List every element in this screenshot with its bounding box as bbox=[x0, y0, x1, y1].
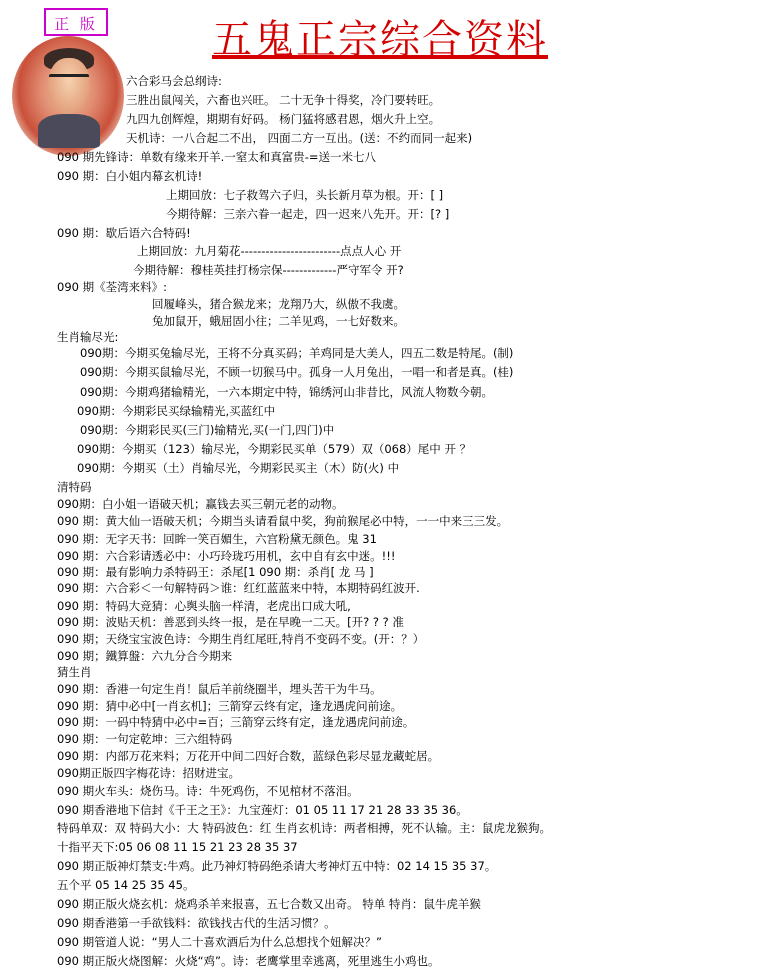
text-line: 090期：今期买鼠输尽光，不顾一切猴马中。孤身一人月兔出，一唱一和者是真。(桂) bbox=[80, 365, 514, 379]
text-line: 090期正版四字梅花诗：招财进宝。 bbox=[57, 766, 240, 780]
text-line: 090 期正版神灯禁支:牛鸡。此乃神灯特码绝杀请大考神灯五中特：02 14 15 35 37。 bbox=[57, 859, 497, 873]
text-line: 090 期：黄大仙一语破天机；今期当头请看鼠中奖，狗前猴尾必中特，一一中来三三发。 bbox=[57, 514, 509, 528]
text-line: 六合彩马会总纲诗: bbox=[126, 74, 222, 88]
text-line: 090 期：内部万花来料；万花开中间二四好合数，蓝绿色彩尽显龙藏蛇居。 bbox=[57, 749, 440, 763]
text-line: 090 期：歇后语六合特码! bbox=[57, 226, 191, 240]
text-line: 090 期：六合彩＜一句解特码＞谁：红红蓝蓝来中特，本期特码红波开. bbox=[57, 581, 420, 595]
portrait-face bbox=[48, 58, 90, 114]
text-line: 090 期：白小姐内幕玄机诗! bbox=[57, 169, 203, 183]
text-line: 回履峰头，猪合猴龙来；龙翔乃大，纵傲不我虞。 bbox=[152, 297, 405, 311]
text-line: 三胜出鼠闯关，六畜也兴旺。 二十无争十得奖，冷门要转旺。 bbox=[126, 93, 441, 107]
text-line: 090期：今期彩民买(三门)输精光,买(一门,四门)中 bbox=[80, 423, 335, 437]
text-line: 090 期：一句定乾坤：三六组特码 bbox=[57, 732, 233, 746]
text-line: 特码单双：双 特码大小：大 特码波色：红 生肖玄机诗：两者相搏，死不认输。主：鼠虎龙猴狗。 bbox=[57, 821, 551, 835]
text-line: 十指平天下:05 06 08 11 15 21 23 28 35 37 bbox=[57, 840, 298, 854]
text-line: 090 期香港地下信封《千王之王》：九宝莲灯：01 05 11 17 21 28 33 35 36。 bbox=[57, 803, 468, 817]
text-line: 今期待解：三亲六眷一起走，四一迟来八先开。开：[? ] bbox=[166, 207, 450, 221]
portrait-collar bbox=[38, 114, 100, 148]
text-line: 天机诗：一八合起二不出， 四面二方一互出。(送：不约而同一起来) bbox=[126, 131, 473, 145]
text-line: 090期：白小姐一语破天机；赢钱去买三朝元老的动物。 bbox=[57, 497, 344, 511]
text-line: 090 期：猜中必中[一肖玄机]；三箭穿云终有定，逢龙遇虎问前途。 bbox=[57, 699, 403, 713]
text-line: 090 期火车头：烧伤马。诗：牛死鸡伤，不见棺材不落泪。 bbox=[57, 784, 359, 798]
text-line: 090 期香港第一手欲钱料：欲钱找古代的生活习惯？。 bbox=[57, 916, 336, 930]
text-line: 今期待解：穆桂英挂打杨宗保-------------严守军令 开? bbox=[133, 263, 404, 277]
text-line: 清特码 bbox=[57, 480, 92, 494]
text-line: 090 期：无字天书：回眸一笑百媚生，六宫粉黛无颜色。鬼 31 bbox=[57, 532, 377, 546]
genuine-edition-badge: 正 版 bbox=[44, 8, 108, 36]
text-line: 090 期《荃湾来料》: bbox=[57, 280, 167, 294]
text-line: 九四九创辉煌，期期有好码。 杨门猛将感君恩，烟火升上空。 bbox=[126, 112, 441, 126]
text-line: 090 期：波贴天机：善恶到头终一报，是在早晚一二天。[开? ? ? 准 bbox=[57, 615, 404, 629]
text-line: 090 期管道人说：“男人二十喜欢酒后为什么总想找个妞解决？” bbox=[57, 935, 383, 949]
page-title: 五鬼正宗综合资料 bbox=[212, 17, 548, 63]
text-line: 090 期：最有影响力杀特码王：杀尾[1 090 期：杀肖[ 龙 马 ] bbox=[57, 565, 374, 579]
text-line: 五个平 05 14 25 35 45。 bbox=[57, 878, 195, 892]
text-line: 090 期：特码大竞猜：心舆头脑一样清，老虎出口成大吼, bbox=[57, 599, 351, 613]
text-line: 上期回放：九月菊花------------------------点点人心 开 bbox=[137, 244, 402, 258]
portrait-image bbox=[12, 36, 124, 156]
text-line: 090 期：一码中特猜中必中=百；三箭穿云终有定，逢龙遇虎问前途。 bbox=[57, 715, 415, 729]
portrait-glasses bbox=[49, 74, 89, 86]
text-line: 090期：今期买兔输尽光，王将不分真买码；羊鸡同是大美人，四五二数是特尾。(制) bbox=[80, 346, 514, 360]
text-line: 兔加鼠开，蛾屈固小往；二羊见鸡，一七好数来。 bbox=[152, 314, 405, 328]
text-line: 090 期正版火烧图解：火烧“鸡”。诗：老鹰掌里幸逃离，死里逃生小鸡也。 bbox=[57, 954, 440, 968]
text-line: 090期：今期彩民买绿输精光,买蓝红中 bbox=[77, 404, 276, 418]
text-line: 上期回放：七子救驾六子归，头长新月草为根。开：[ ] bbox=[166, 188, 444, 202]
text-line: 090 期：六合彩请透必中：小巧玲珑巧用机，玄中自有玄中迷。!!! bbox=[57, 549, 396, 563]
text-line: 090 期正版火烧玄机：烧鸡杀羊来报喜，五七合数又出奇。 特单 特肖：鼠牛虎羊猴 bbox=[57, 897, 481, 911]
text-line: 090 期；鐵算盤：六九分合今期来 bbox=[57, 649, 233, 663]
text-line: 090期：今期鸡猪输精光，一六本期定中特，锦绣河山非昔比，风流人物数今朝。 bbox=[80, 385, 493, 399]
text-line: 090期：今期买（土）肖输尽光，今期彩民买主（木）防(火) 中 bbox=[77, 461, 400, 475]
text-line: 猜生肖 bbox=[57, 665, 92, 679]
text-line: 090 期；天绕宝宝波色诗：今期生肖红尾旺,特肖不变码不变。(开：？） bbox=[57, 632, 425, 646]
text-line: 生肖输尽光: bbox=[57, 330, 119, 344]
text-line: 090 期：香港一句定生肖！鼠后羊前绕圈半，埋头苦干为牛马。 bbox=[57, 682, 382, 696]
text-line: 090期：今期买（123）输尽光，今期彩民买单（579）双（068）尾中 开 ？ bbox=[77, 442, 472, 456]
text-line: 090 期先锋诗：单数有缘来开羊.一窒太和真富贵-=送一米七八 bbox=[57, 150, 377, 164]
